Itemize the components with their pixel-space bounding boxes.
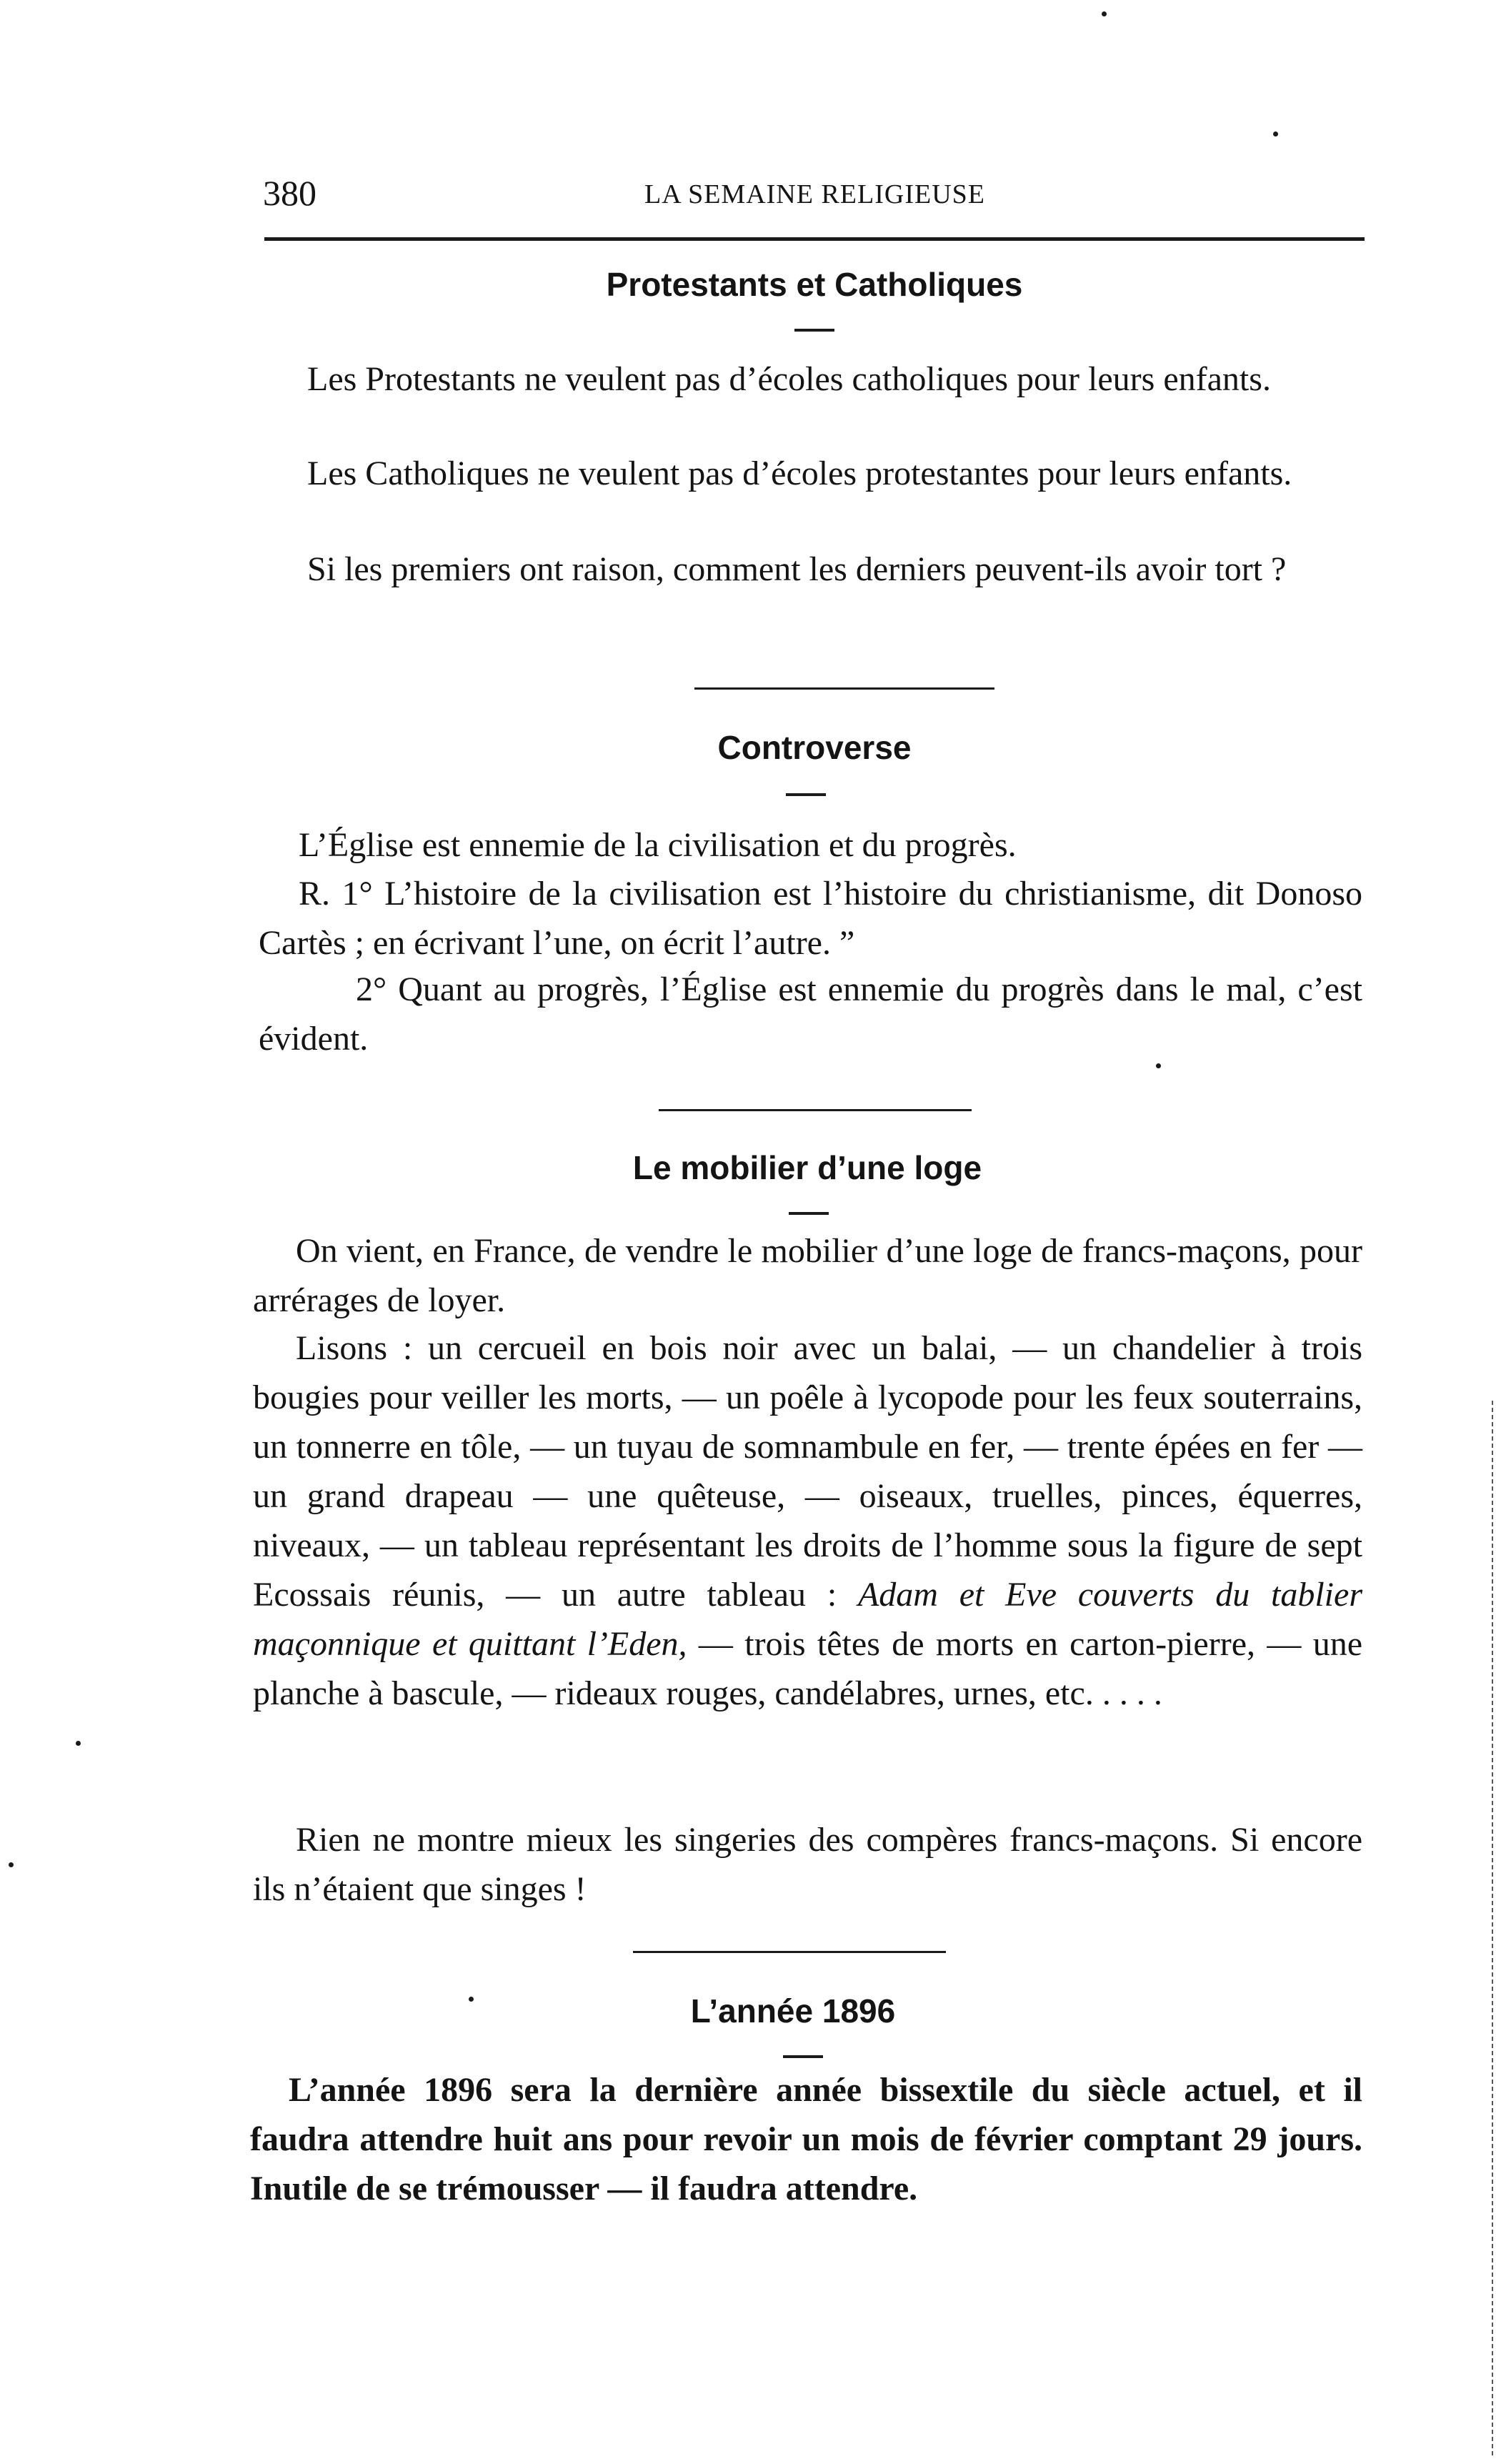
- title-dash: [794, 329, 834, 332]
- paragraph: Si les premiers ont raison, comment les derniers peuvent-ils avoir tort ?: [307, 550, 1287, 588]
- scan-speck: [76, 1741, 81, 1746]
- paragraph: 2° Quant au progrès, l’Église est ennemie du progrès dans le mal, c’est évident.: [259, 970, 1362, 1058]
- scan-speck: [1102, 11, 1107, 16]
- paragraph: Les Catholiques ne veulent pas d’écoles protestantes pour leurs enfants.: [307, 454, 1292, 492]
- paragraph: L’Église est ennemie de la civilisation et du progrès.: [299, 826, 1017, 864]
- section-title-annee: L’année 1896: [690, 1992, 896, 2030]
- paragraph: R. 1° L’histoire de la civilisation est l’histoire du christianisme, dit Donoso Cartès ; en écrivant l’une, on écrit l’autre. ”: [259, 875, 1362, 962]
- page-number: 380: [263, 173, 316, 213]
- paragraph: L’année 1896 sera la dernière année bissextile du siècle actuel, et il faudra attendre huit ans pour revoir un mois de février comptant 29 jours. Inutile de se trémousser — il faudra attendre.: [250, 2071, 1362, 2207]
- paragraph: Rien ne montre mieux les singeries des compères francs-maçons. Si encore ils n’étaient que singes !: [253, 1821, 1362, 1908]
- scan-speck: [1273, 131, 1278, 136]
- paragraph: [253, 1323, 1362, 1718]
- section-title-controverse: Controverse: [717, 729, 912, 766]
- scan-speck: [9, 1862, 14, 1867]
- section-title-mobilier: Le mobilier d’une loge: [632, 1149, 982, 1186]
- title-dash: [789, 1212, 829, 1215]
- paragraph: On vient, en France, de vendre le mobilier d’une loge de francs-maçons, pour arrérages de loyer.: [253, 1232, 1362, 1319]
- scan-speck: [1156, 1063, 1161, 1068]
- title-dash: [783, 2055, 823, 2058]
- paragraph-text: Lisons : un cercueil en bois noir avec un balai, — un chandelier à trois bougies pour veiller les morts, — un poêle à lycopode pour les feux souterrains, un tonnerre en tôle, — un tuyau de somnambule en fer, — trente épées en fer — un grand drapeau — une quêteuse, — oiseaux, truelles, pinces, équerres, niveaux, — un tableau représentant les droits de l’homme sous la figure de sept Ecossais réunis, — un autre tableau :: [253, 1329, 1362, 1614]
- section-separator: [659, 1109, 972, 1111]
- scan-speck: [469, 1997, 474, 2002]
- header-rule: [264, 237, 1365, 241]
- running-head: LA SEMAINE RELIGIEUSE: [644, 179, 985, 209]
- page-header: [263, 172, 1367, 214]
- title-dash: [786, 793, 826, 796]
- italic-title: Adam et Eve couverts du tablier maçonnique et quittant l’Eden,: [253, 1576, 1362, 1663]
- scan-edge: [1492, 1401, 1493, 2458]
- paragraph-text: — trois têtes de morts en carton-pierre, — une planche à bascule, — rideaux rouges, candélabres, urnes, etc. . . . .: [253, 1625, 1362, 1712]
- section-title-protestants: Protestants et Catholiques: [606, 266, 1023, 303]
- paragraph: Les Protestants ne veulent pas d’écoles catholiques pour leurs enfants.: [307, 360, 1271, 398]
- section-separator: [694, 687, 994, 690]
- section-separator: [633, 1951, 946, 1953]
